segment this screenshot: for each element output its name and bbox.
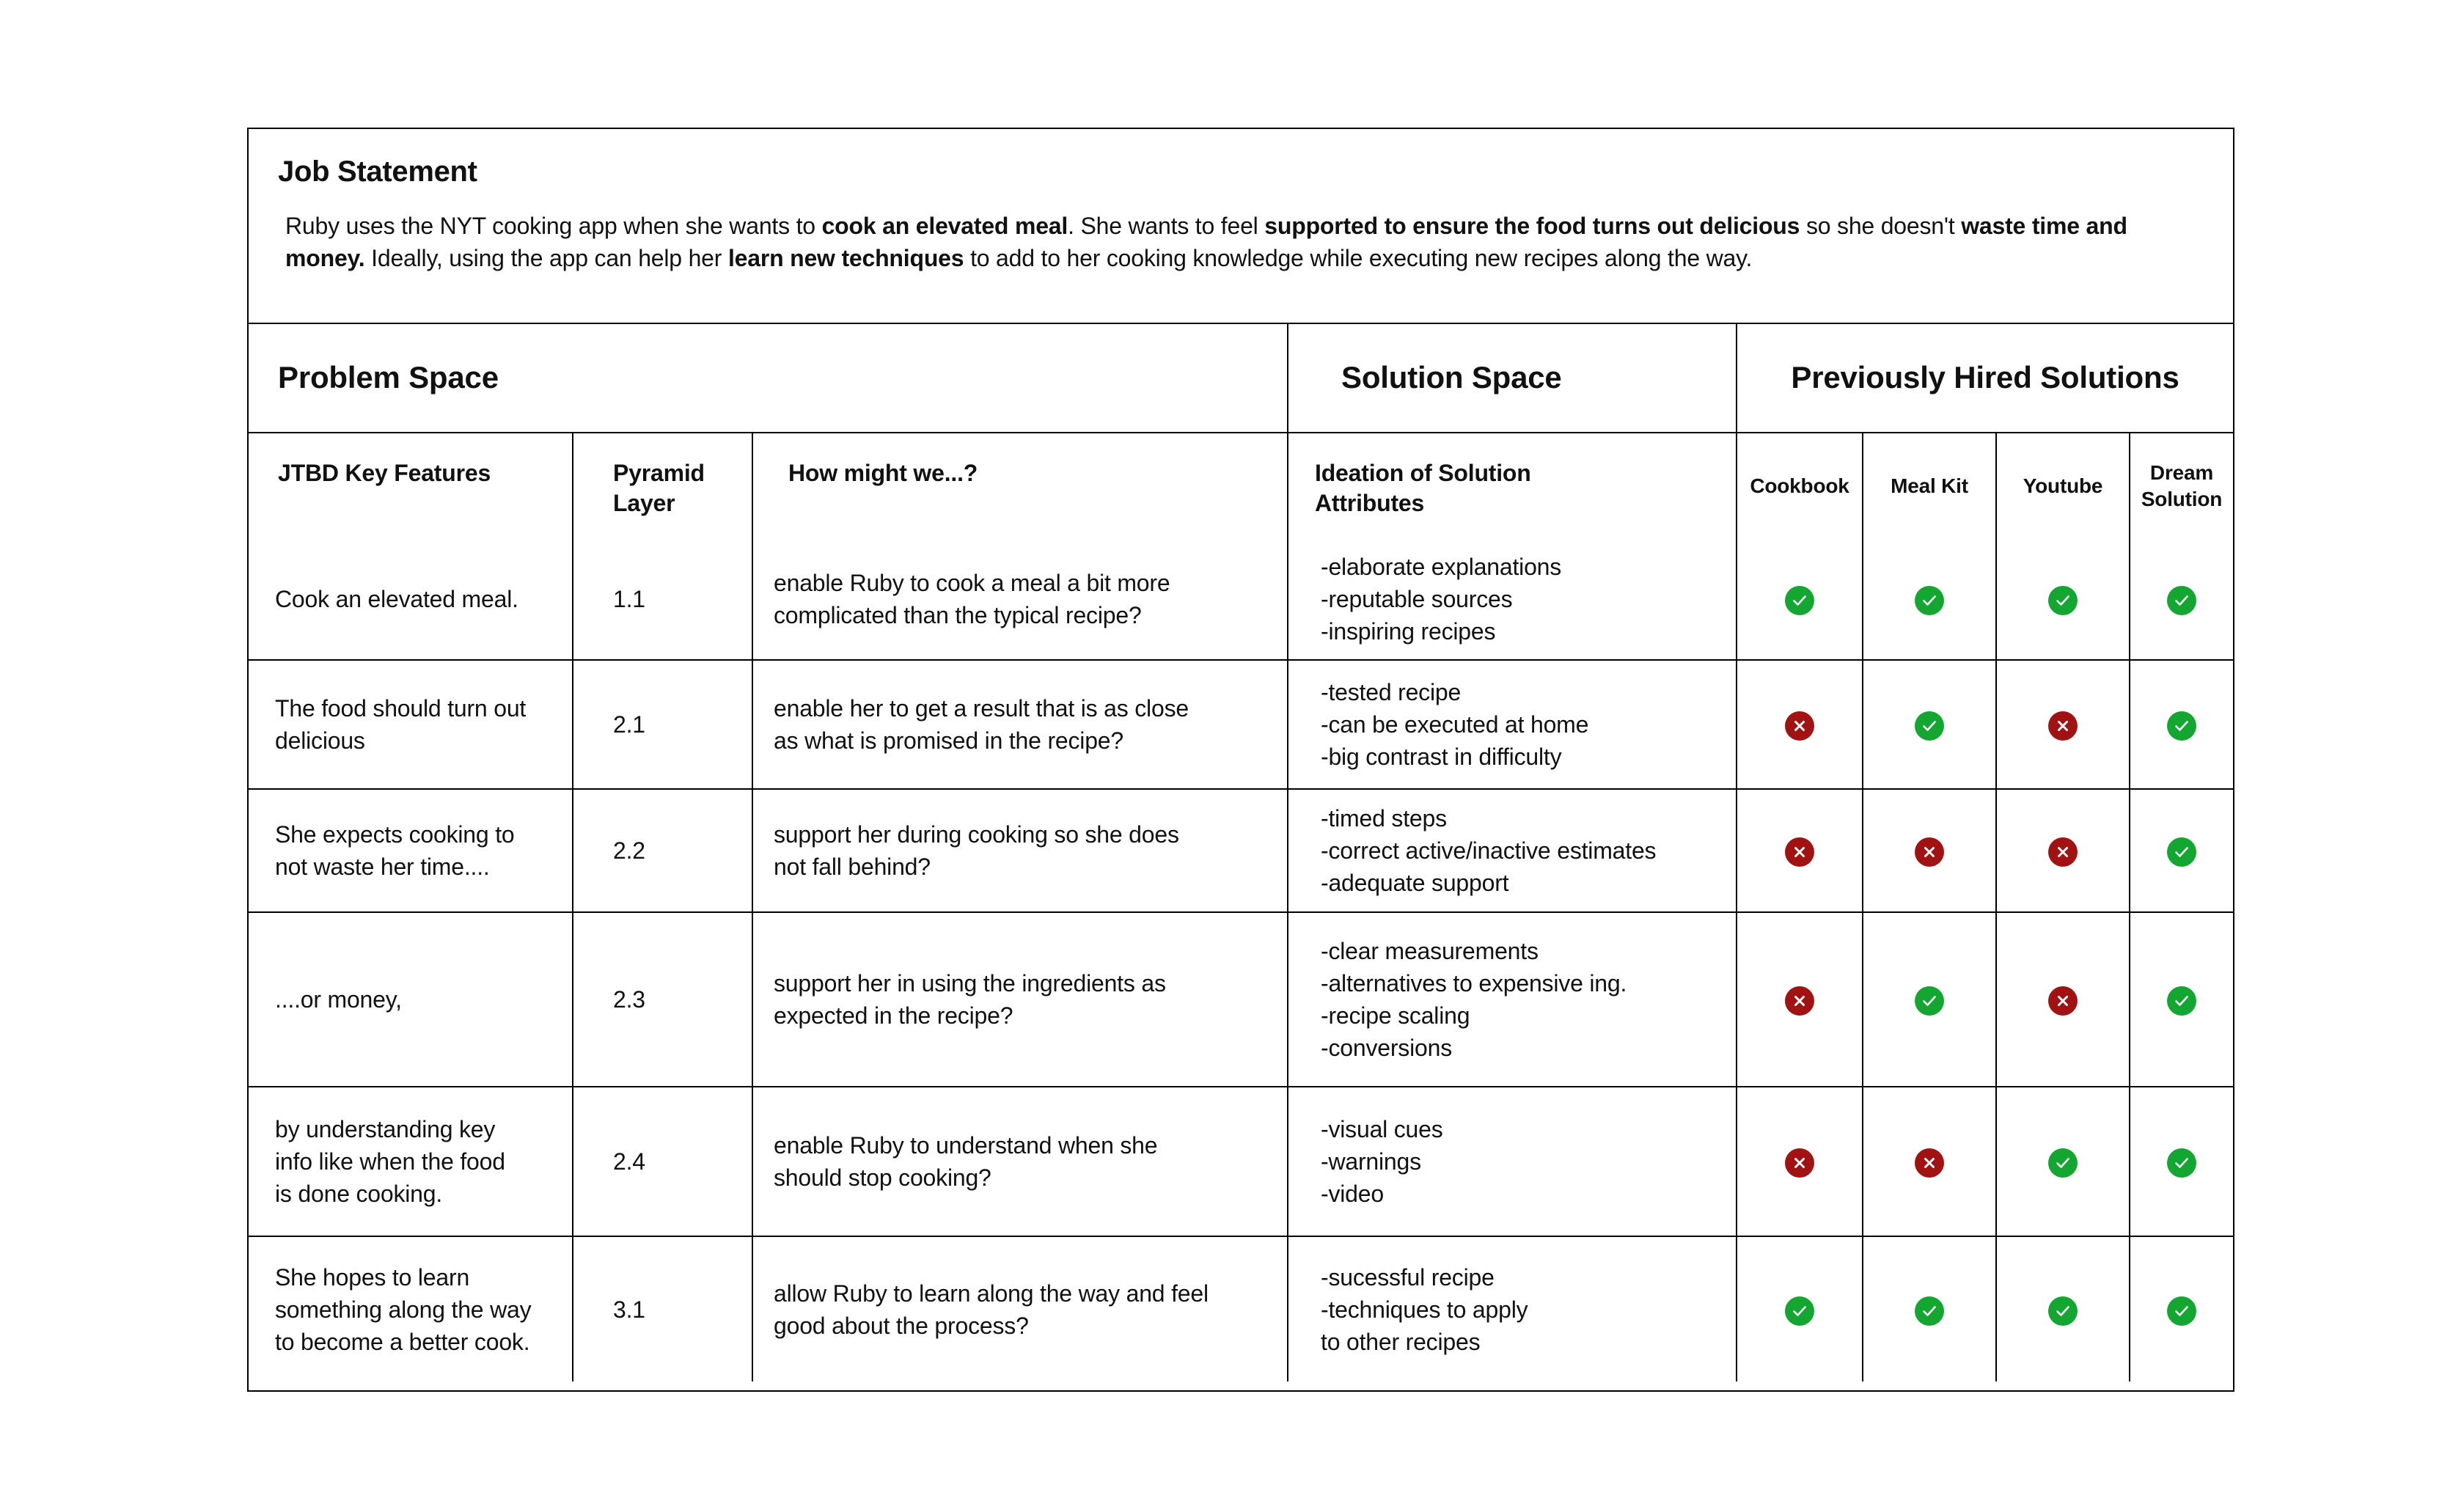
solution-header-line: Meal Kit xyxy=(1891,474,1968,497)
table-row xyxy=(249,538,2233,660)
how-might-we-text: enable Ruby to cook a meal a bit more xyxy=(774,569,1170,596)
attributes-cell xyxy=(1288,1236,1737,1381)
pyramid-layer-cell: 2.1 xyxy=(573,660,752,789)
job-statement-emphasis: waste time and money. xyxy=(285,213,2127,271)
ideation-header-line: Attributes xyxy=(1315,490,1425,516)
solution-header-line: Cookbook xyxy=(1750,474,1849,497)
check-circle-icon xyxy=(2167,986,2196,1016)
solution-header-cookbook xyxy=(1737,433,1863,538)
solution-cell-cookbook xyxy=(1737,660,1863,789)
feature-text: She hopes to learn xyxy=(275,1263,470,1291)
feature-text: something along the way xyxy=(275,1296,532,1323)
check-circle-icon xyxy=(2048,586,2078,615)
how-might-we-text: enable her to get a result that is as close xyxy=(774,695,1189,722)
solution-cell-meal-kit xyxy=(1863,660,1996,789)
attribute-item: -techniques to apply xyxy=(1321,1296,1528,1323)
pyramid-layer-cell: 3.1 xyxy=(573,1236,752,1381)
how-might-we-text: as what is promised in the recipe? xyxy=(774,727,1123,754)
solution-cell-dream xyxy=(2130,538,2233,660)
job-statement-emphasis: learn new techniques xyxy=(727,245,964,271)
job-statement-segment: Ruby uses the NYT cooking app when she wants to xyxy=(285,213,822,239)
solution-cell-cookbook xyxy=(1737,538,1863,660)
how-might-we-text: not fall behind? xyxy=(774,854,931,880)
feature-text: not waste her time.... xyxy=(275,854,490,880)
solution-header-meal-kit xyxy=(1863,433,1996,538)
solution-cell-dream xyxy=(2130,1087,2233,1236)
previously-hired-solutions-header: Previously Hired Solutions xyxy=(1737,323,2233,433)
how-might-we-cell xyxy=(752,912,1288,1087)
x-circle-icon xyxy=(1915,1148,1944,1178)
ideation-header-line: Ideation of Solution xyxy=(1315,460,1531,486)
pyramid-layer-cell: 2.4 xyxy=(573,1087,752,1236)
feature-cell xyxy=(249,912,573,1087)
table-row xyxy=(249,1236,2233,1381)
check-circle-icon xyxy=(1915,711,1944,741)
pyramid-layer-cell: 2.2 xyxy=(573,789,752,912)
solution-cell-cookbook xyxy=(1737,789,1863,912)
attribute-item: -alternatives to expensive ing. xyxy=(1321,970,1627,997)
attribute-item: -recipe scaling xyxy=(1321,1002,1470,1029)
feature-text: to become a better cook. xyxy=(275,1328,530,1355)
job-statement-segment: so she doesn't xyxy=(1800,213,1962,239)
attribute-item: -tested recipe xyxy=(1321,679,1462,705)
solution-cell-youtube xyxy=(1996,1087,2130,1236)
how-might-we-text: should stop cooking? xyxy=(774,1164,991,1191)
section-header-row xyxy=(249,323,2233,433)
how-might-we-cell xyxy=(752,538,1288,660)
attribute-item: -conversions xyxy=(1321,1035,1453,1061)
problem-space-header: Problem Space xyxy=(249,323,1288,433)
check-circle-icon xyxy=(1785,1296,1814,1326)
table-row xyxy=(249,1087,2233,1236)
solution-cell-youtube xyxy=(1996,789,2130,912)
how-might-we-cell xyxy=(752,660,1288,789)
check-circle-icon xyxy=(2048,1148,2078,1178)
solution-cell-cookbook xyxy=(1737,912,1863,1087)
attribute-item: to other recipes xyxy=(1321,1328,1481,1355)
solution-cell-youtube xyxy=(1996,1236,2130,1381)
attribute-item: -can be executed at home xyxy=(1321,711,1589,738)
feature-text: delicious xyxy=(275,727,365,754)
job-statement-emphasis: cook an elevated meal xyxy=(821,213,1068,239)
solution-header-line: Youtube xyxy=(2023,474,2103,497)
solution-header-line: Dream xyxy=(2149,460,2214,484)
attributes-cell xyxy=(1288,538,1737,660)
pyramid-layer-cell: 2.3 xyxy=(573,912,752,1087)
attribute-item: -reputable sources xyxy=(1321,585,1513,612)
check-circle-icon xyxy=(2167,837,2196,867)
how-might-we-text: allow Ruby to learn along the way and feel xyxy=(774,1280,1209,1307)
attributes-cell xyxy=(1288,912,1737,1087)
solution-cell-meal-kit xyxy=(1863,538,1996,660)
jtbd-table-frame xyxy=(247,128,2234,1392)
solution-cell-youtube xyxy=(1996,912,2130,1087)
solution-cell-youtube xyxy=(1996,538,2130,660)
ideation-attributes-header xyxy=(1288,433,1737,538)
pyramid-layer-cell: 1.1 xyxy=(573,538,752,660)
feature-text: The food should turn out xyxy=(275,695,527,722)
job-statement-segment: to add to her cooking knowledge while executing new recipes along the way. xyxy=(964,245,1753,271)
attributes-cell xyxy=(1288,789,1737,912)
x-circle-icon xyxy=(1785,1148,1814,1178)
check-circle-icon xyxy=(2167,586,2196,615)
check-circle-icon xyxy=(2048,1296,2078,1326)
solution-cell-cookbook xyxy=(1737,1087,1863,1236)
table-row xyxy=(249,912,2233,1087)
feature-text: ....or money, xyxy=(275,986,402,1013)
how-might-we-cell xyxy=(752,789,1288,912)
how-might-we-cell xyxy=(752,1236,1288,1381)
attribute-item: -adequate support xyxy=(1321,870,1509,896)
attribute-item: -correct active/inactive estimates xyxy=(1321,837,1657,864)
how-might-we-text: good about the process? xyxy=(774,1312,1029,1339)
solution-header-dream xyxy=(2130,433,2233,538)
x-circle-icon xyxy=(2048,711,2078,741)
solution-cell-meal-kit xyxy=(1863,912,1996,1087)
solution-cell-dream xyxy=(2130,789,2233,912)
job-statement-title: Job Statement xyxy=(278,155,477,188)
attribute-item: -visual cues xyxy=(1321,1116,1443,1142)
attribute-item: -big contrast in difficulty xyxy=(1321,744,1562,770)
attribute-item: -clear measurements xyxy=(1321,938,1539,964)
x-circle-icon xyxy=(1785,986,1814,1016)
pyramid-layer-header-line: Layer xyxy=(613,490,675,516)
solution-cell-meal-kit xyxy=(1863,1236,1996,1381)
check-circle-icon xyxy=(2167,1296,2196,1326)
feature-cell xyxy=(249,1236,573,1381)
feature-text: by understanding key xyxy=(275,1116,496,1142)
pyramid-layer-header-line: Pyramid xyxy=(613,460,705,486)
solution-cell-meal-kit xyxy=(1863,1087,1996,1236)
attributes-cell xyxy=(1288,1087,1737,1236)
feature-text: is done cooking. xyxy=(275,1181,443,1207)
solution-cell-meal-kit xyxy=(1863,789,1996,912)
job-statement-section xyxy=(249,129,2233,324)
solution-cell-youtube xyxy=(1996,660,2130,789)
feature-text: She expects cooking to xyxy=(275,821,515,848)
solution-cell-dream xyxy=(2130,1236,2233,1381)
jtbd-grid xyxy=(249,323,2233,1381)
attribute-item: -elaborate explanations xyxy=(1321,553,1562,580)
feature-cell xyxy=(249,789,573,912)
attributes-cell xyxy=(1288,660,1737,789)
check-circle-icon xyxy=(2167,711,2196,741)
x-circle-icon xyxy=(2048,986,2078,1016)
x-circle-icon xyxy=(2048,837,2078,867)
check-circle-icon xyxy=(2167,1148,2196,1178)
solution-cell-dream xyxy=(2130,660,2233,789)
how-might-we-header: How might we...? xyxy=(752,433,1288,538)
jtbd-key-features-header: JTBD Key Features xyxy=(249,433,573,538)
attribute-item: -warnings xyxy=(1321,1148,1421,1175)
how-might-we-text: support her in using the ingredients as xyxy=(774,970,1166,997)
how-might-we-cell xyxy=(752,1087,1288,1236)
how-might-we-text: enable Ruby to understand when she xyxy=(774,1132,1158,1159)
feature-text: info like when the food xyxy=(275,1148,505,1175)
job-statement-segment: Ideally, using the app can help her xyxy=(364,245,728,271)
job-statement-emphasis: supported to ensure the food turns out delicious xyxy=(1264,213,1800,239)
job-statement-segment: . She wants to feel xyxy=(1068,213,1265,239)
x-circle-icon xyxy=(1915,837,1944,867)
x-circle-icon xyxy=(1785,711,1814,741)
solution-header-line: Solution xyxy=(2141,487,2223,510)
how-might-we-text: expected in the recipe? xyxy=(774,1002,1013,1029)
feature-cell xyxy=(249,660,573,789)
check-circle-icon xyxy=(1915,586,1944,615)
attribute-item: -sucessful recipe xyxy=(1321,1263,1495,1291)
attribute-item: -inspiring recipes xyxy=(1321,617,1496,645)
check-circle-icon xyxy=(1915,1296,1944,1326)
solution-cell-cookbook xyxy=(1737,1236,1863,1381)
pyramid-layer-header xyxy=(573,433,752,538)
solution-header-youtube xyxy=(1996,433,2130,538)
attribute-item: -timed steps xyxy=(1321,805,1447,832)
solution-cell-dream xyxy=(2130,912,2233,1087)
table-row xyxy=(249,660,2233,789)
table-body xyxy=(249,538,2233,1381)
job-statement-text xyxy=(285,210,2207,274)
feature-cell xyxy=(249,538,573,660)
feature-cell xyxy=(249,1087,573,1236)
feature-text: Cook an elevated meal. xyxy=(275,585,518,612)
x-circle-icon xyxy=(1785,837,1814,867)
check-circle-icon xyxy=(1915,986,1944,1016)
check-circle-icon xyxy=(1785,586,1814,615)
how-might-we-text: support her during cooking so she does xyxy=(774,821,1179,848)
table-row xyxy=(249,789,2233,912)
solution-space-header: Solution Space xyxy=(1288,323,1737,433)
column-header-row xyxy=(249,433,2233,538)
attribute-item: -video xyxy=(1321,1181,1384,1207)
how-might-we-text: complicated than the typical recipe? xyxy=(774,601,1142,628)
